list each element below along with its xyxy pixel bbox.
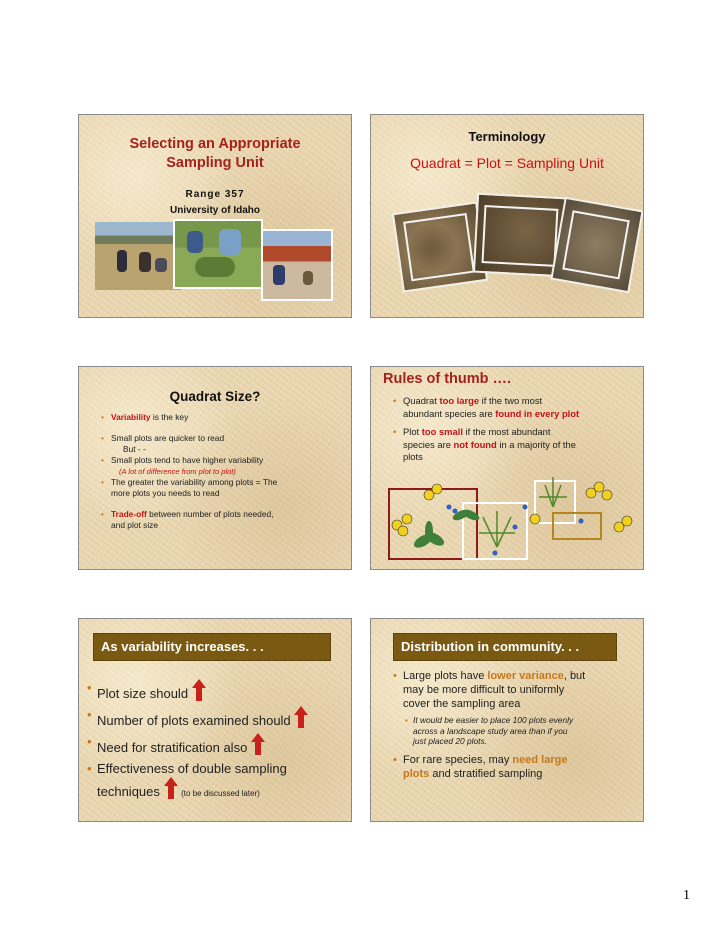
slide-6 (370, 618, 644, 822)
slide-4-title: Rules of thumb …. (383, 371, 512, 387)
page-number: 1 (683, 888, 690, 903)
slide-1-title: Selecting an Appropriate Sampling Unit (129, 136, 301, 171)
slide-1-subtitle: Range 357 University of Idaho (169, 189, 260, 216)
slide-3-bullets (101, 412, 341, 531)
field-photo-left (95, 222, 181, 290)
bullet-higher-variability: • Small plots tend to have higher variability (A lot of difference from plot to plot) (101, 455, 341, 477)
leafy-plant-icon (412, 508, 481, 551)
bullet-too-large: • Quadrat too large if the two most abundant species are found in every plot (393, 395, 637, 420)
bullet-greater-variability: • The greater the variability among plots = The more plots you needs to read (101, 477, 341, 499)
slide-3-title: Quadrat Size? (169, 389, 261, 404)
slide-6-banner: Distribution in community. . . (393, 633, 617, 661)
up-arrow-icon (192, 679, 206, 701)
up-arrow-icon (251, 733, 265, 755)
slide-6-bullets (393, 669, 637, 781)
field-photo-right (261, 229, 333, 301)
bullet-variability: • Variability is the key (101, 412, 341, 423)
slide-5-bullets (87, 679, 347, 802)
bullet-too-small: • Plot too small if the most abundant species are not found in a majority of the plots (393, 426, 637, 464)
up-arrow-icon (164, 777, 178, 799)
bullet-stratification: • Need for stratification also (87, 733, 347, 756)
bullet-rare-species: • For rare species, may need large plots and stratified sampling (393, 753, 637, 781)
bullet-trade-off: • Trade-off between number of plots needed, and plot size (101, 509, 341, 531)
bullet-plot-size: • Plot size should (87, 679, 347, 702)
plot-size-diagram (385, 467, 635, 565)
quadrat-photo-3 (550, 197, 643, 294)
slide-3 (78, 366, 352, 570)
bullet-double-sampling: • Effectiveness of double sampling techniques (to be discussed later) (87, 760, 347, 802)
field-photo-center (173, 219, 263, 289)
slide-1 (78, 114, 352, 318)
slide-2 (370, 114, 644, 318)
slide-4 (370, 366, 644, 570)
sub-note-plot-placement: • It would be easier to place 100 plots evenly across a landscape study area than if you just placed 20 plots. (405, 715, 574, 746)
up-arrow-icon (294, 706, 308, 728)
slide-2-title: Terminology (468, 129, 546, 144)
slide-5-banner: As variability increases. . . (93, 633, 331, 661)
tiny-quadrat-outline (553, 513, 601, 539)
bullet-number-of-plots: • Number of plots examined should (87, 706, 347, 729)
bullet-small-plots: • Small plots are quicker to read But - - (101, 433, 341, 455)
slide-4-bullets (393, 395, 637, 464)
bullet-large-plots: • Large plots have lower variance, but may be more difficult to uniformly cover the sampling area • It would be easier to place 100 plots evenly across a landscape study area than if you just placed 20 plots. (393, 669, 637, 747)
slide-5 (78, 618, 352, 822)
slide-2-subtitle: Quadrat = Plot = Sampling Unit (410, 155, 604, 171)
